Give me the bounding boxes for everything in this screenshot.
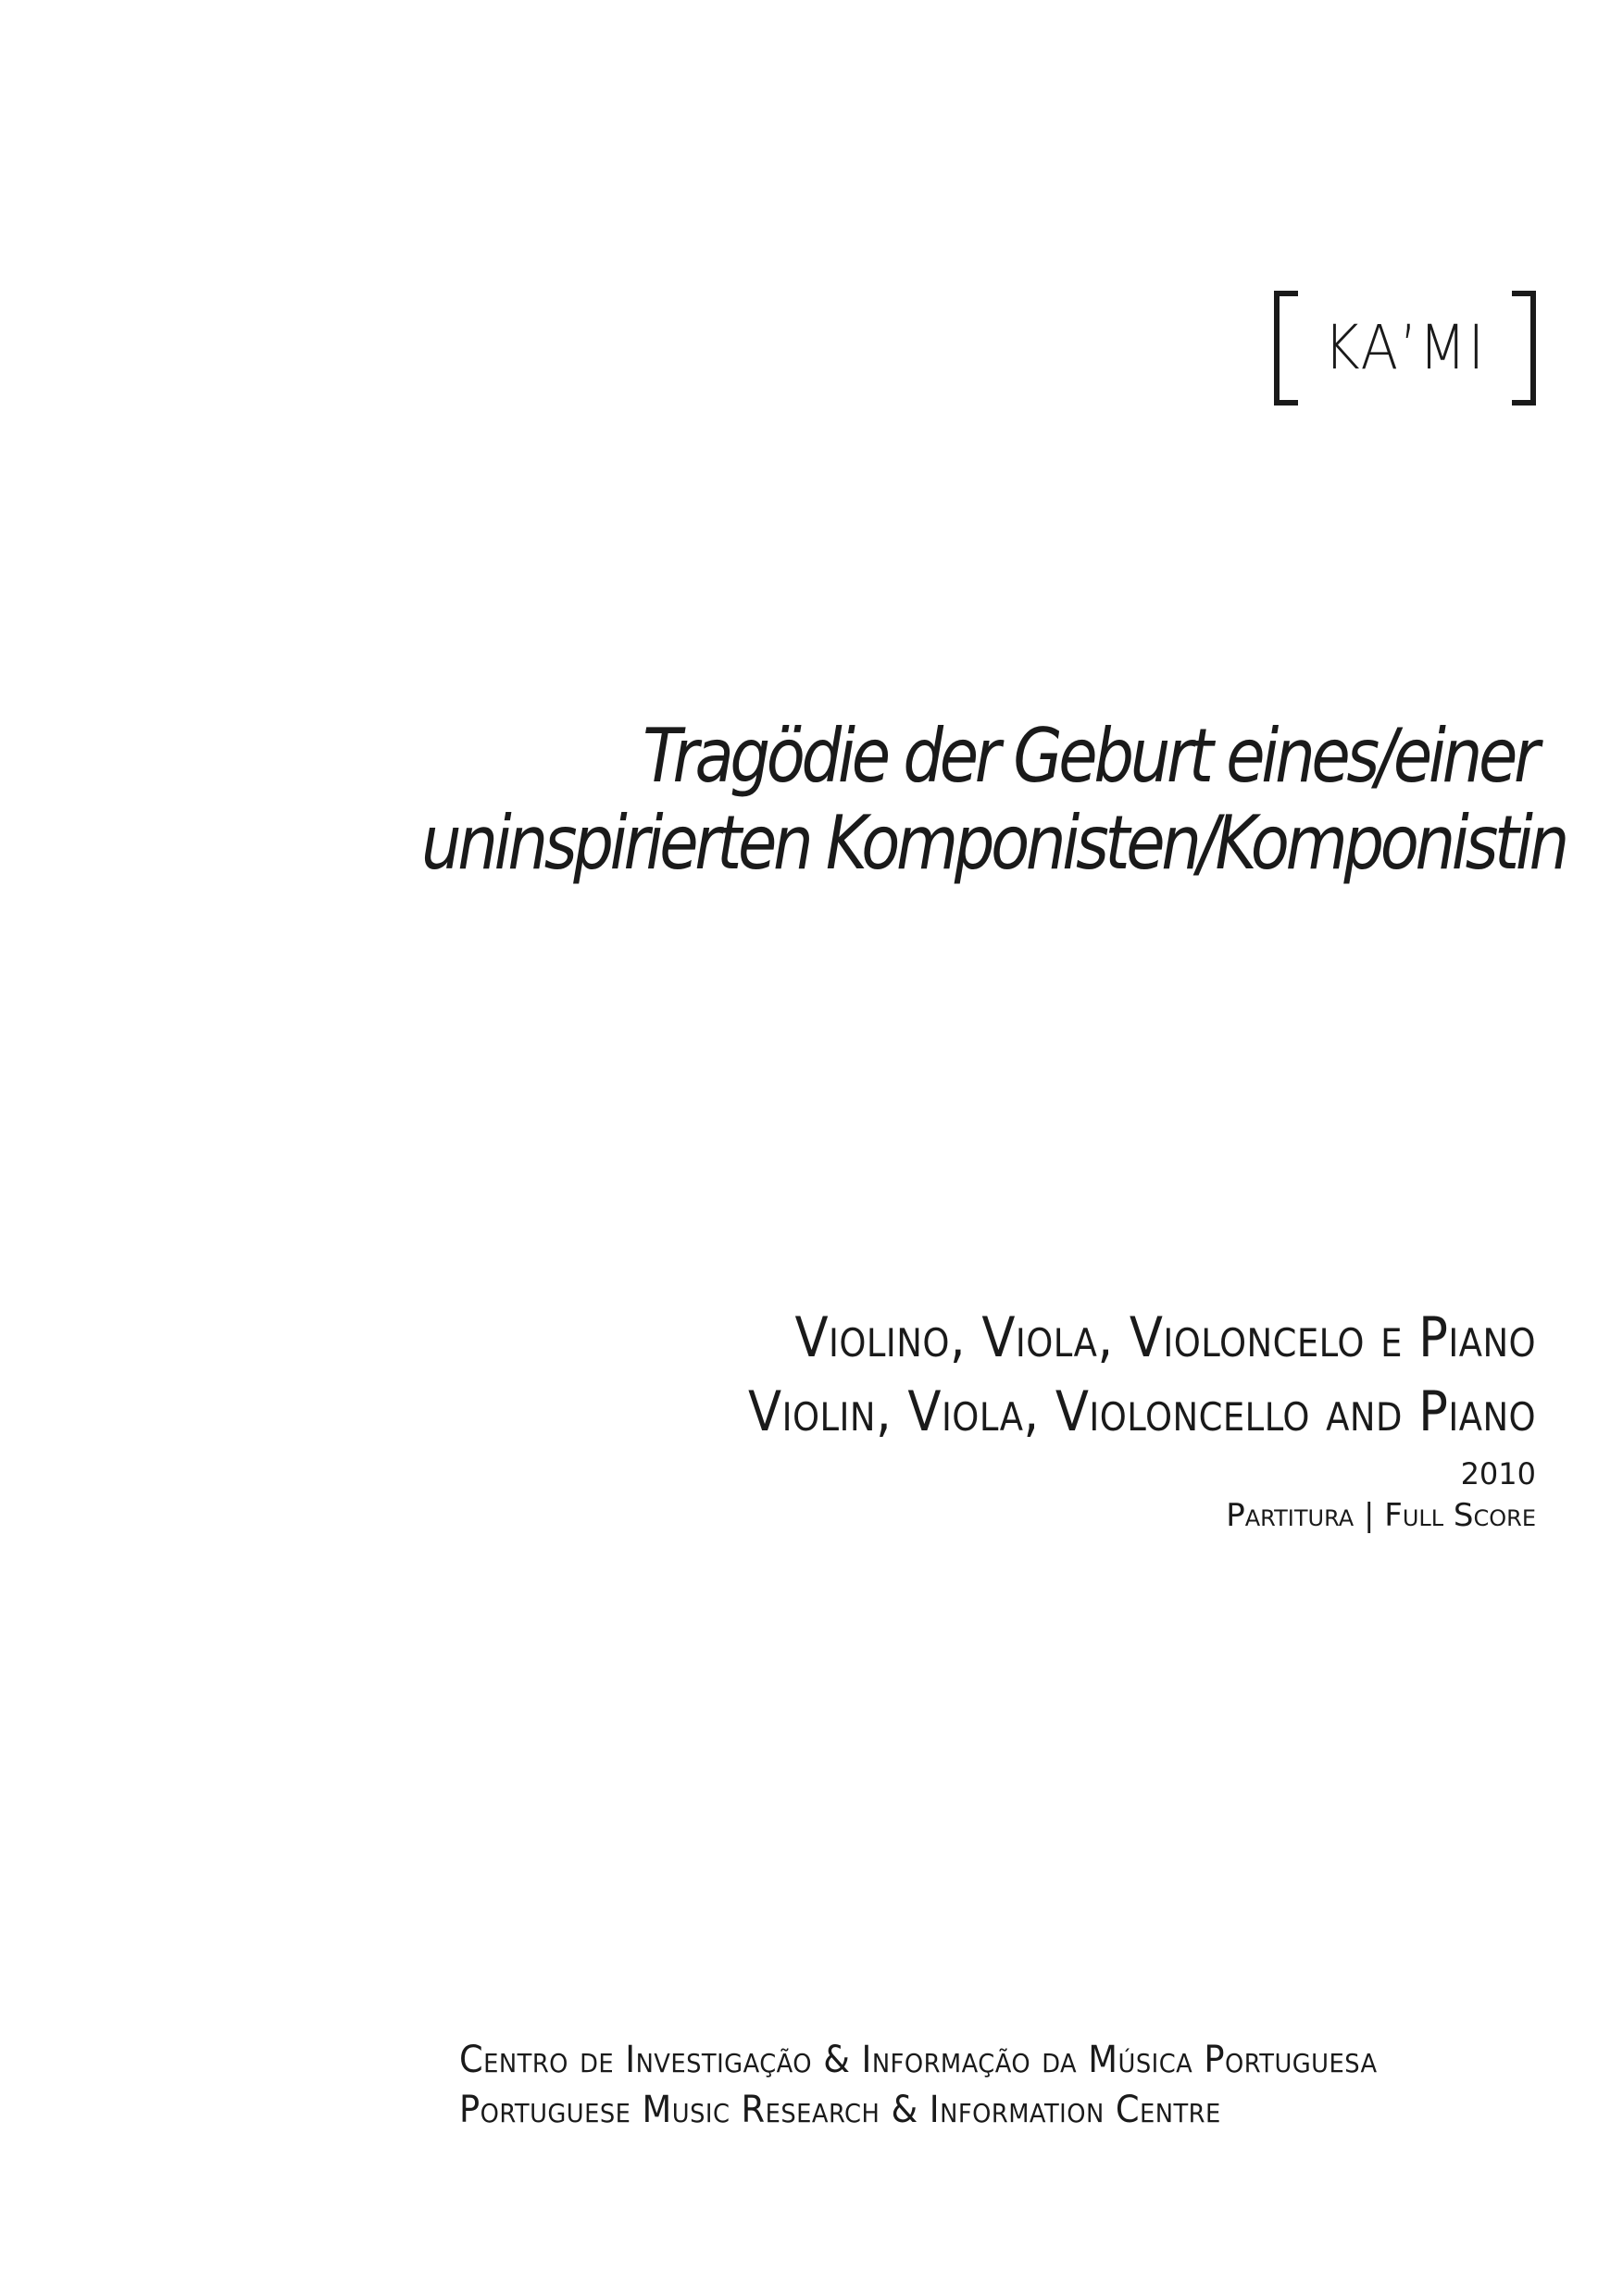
- instrumentation-block: [641, 1301, 1536, 1536]
- composer-block: [1274, 289, 1536, 407]
- right-bracket-icon: [1512, 291, 1536, 406]
- score-type: Partitura | Full Score: [1226, 1497, 1536, 1534]
- left-bracket-icon: [1274, 291, 1298, 406]
- publisher-english: Portuguese Music Research & Information Centre: [459, 2089, 1221, 2131]
- composition-year: 2010: [1460, 1456, 1536, 1491]
- instrumentation-english: Violin, Viola, Violoncello and Piano: [747, 1379, 1536, 1444]
- work-title-line-2: uninspirierten Komponisten/Komponistin: [421, 800, 1566, 886]
- work-title: [421, 713, 1566, 887]
- instrumentation-portuguese: Violino, Viola, Violoncelo e Piano: [794, 1305, 1536, 1370]
- composer-name: KAʼMI: [1324, 312, 1487, 383]
- work-title-line-1: Tragödie der Geburt eines/einer: [643, 713, 1536, 799]
- publisher-portuguese: Centro de Investigação & Informação da Música Portuguesa: [459, 2039, 1378, 2081]
- publisher-block: [459, 2035, 1457, 2135]
